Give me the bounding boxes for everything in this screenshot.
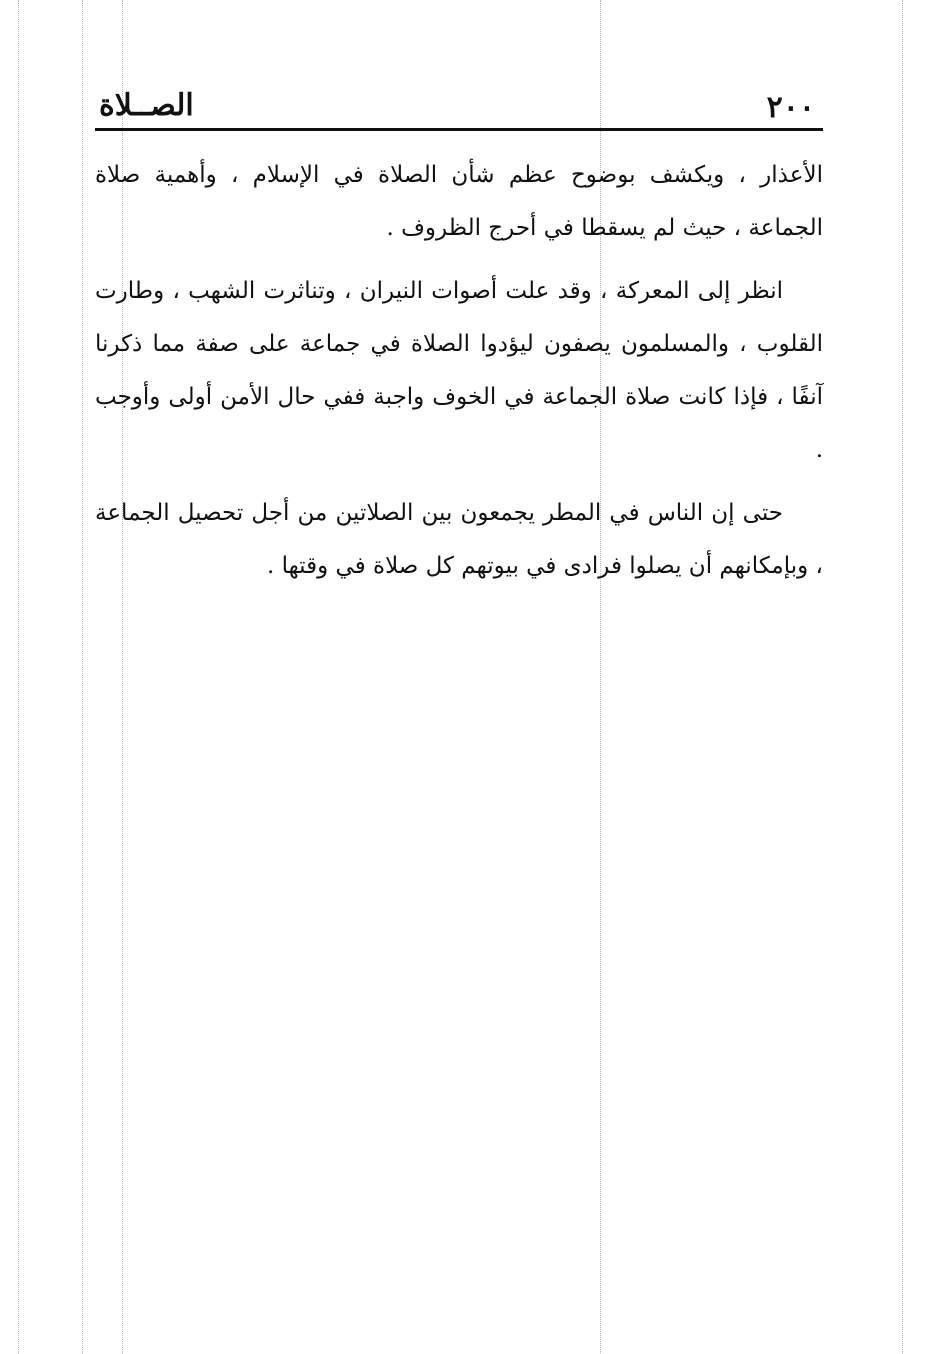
book-page <box>95 88 823 603</box>
page-number: ٢٠٠ <box>766 90 815 125</box>
body-text <box>95 149 823 593</box>
paragraph: الأعذار ، ويكشف بوضوح عظم شأن الصلاة في الإسلام ، وأهمية صلاة الجماعة ، حيث لم يسقطا في أحرج الظروف . <box>95 162 823 241</box>
page-header <box>95 88 823 131</box>
paragraph: حتى إن الناس في المطر يجمعون بين الصلاتين من أجل تحصيل الجماعة ، وبإمكانهم أن يصلوا فرادى في بيوتهم كل صلاة في وقتها . <box>95 500 823 579</box>
scan-guide-line <box>18 0 19 1354</box>
scan-guide-line <box>902 0 903 1354</box>
running-title: الصــلاة <box>99 88 194 123</box>
scan-guide-line <box>82 0 83 1354</box>
paragraph: انظر إلى المعركة ، وقد علت أصوات النيران ، وتناثرت الشهب ، وطارت القلوب ، والمسلمون يصفون ليؤدوا الصلاة في جماعة على صفة مما ذكرنا آنفًا ، فإذا كانت صلاة الجماعة في الخوف واجبة ففي حال الأمن أولى وأوجب . <box>95 278 823 463</box>
